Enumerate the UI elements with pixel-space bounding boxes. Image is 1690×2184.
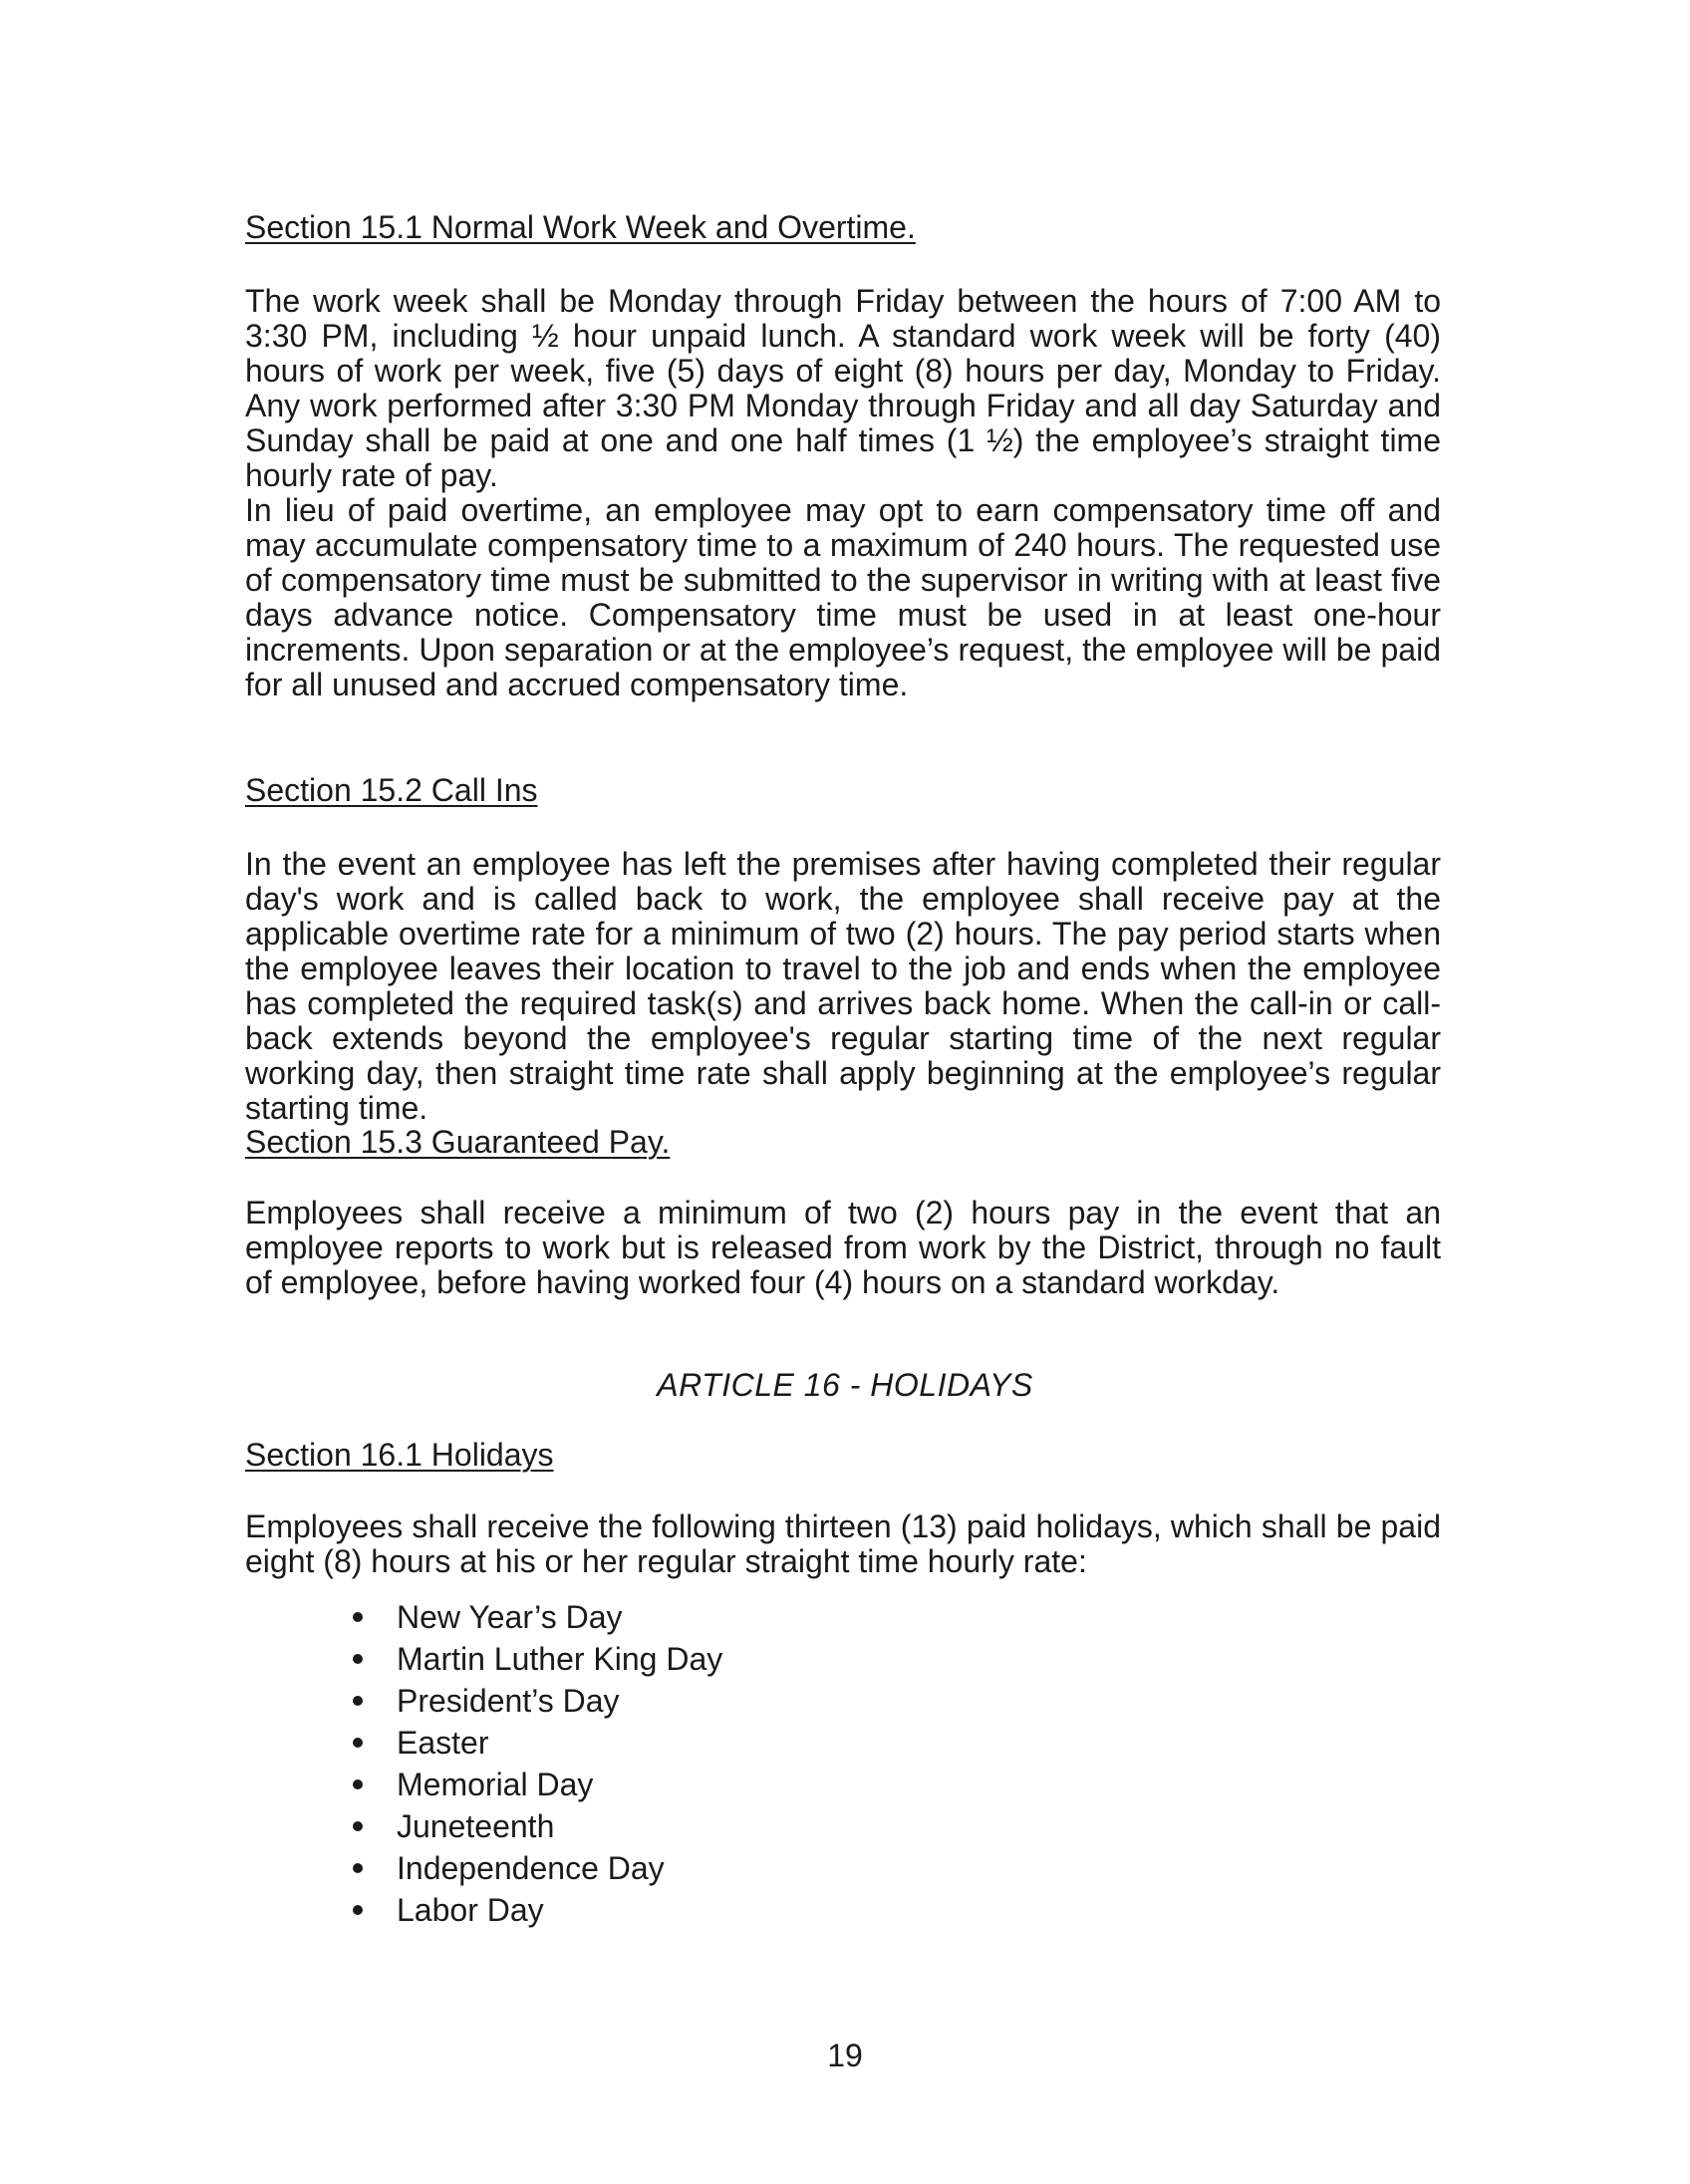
section-15-2-heading: Section 15.2 Call Ins: [245, 772, 538, 808]
list-item: [353, 1764, 722, 1805]
bullet-icon: [353, 1863, 363, 1873]
section-15-1-heading: Section 15.1 Normal Work Week and Overtime.: [245, 209, 916, 245]
list-item: [353, 1680, 722, 1722]
section-15-2-paragraph-1: In the event an employee has left the premises after having completed their regular day's work and is called back to work, the employee shall receive pay at the applicable overtime rate for a minimum of two (2) hours. The pay period starts when the employee leaves their location to travel to the job and ends when the employee has completed the required task(s) and arrives back home. When the call-in or call-back extends beyond the employee's regular starting time of the next regular working day, then straight time rate shall apply beginning at the employee’s regular starting time.: [245, 846, 1441, 1126]
holiday-list: [353, 1596, 722, 1931]
article-16-title: ARTICLE 16 - HOLIDAYS: [657, 1367, 1033, 1403]
section-15-3-paragraph-1: Employees shall receive a minimum of two (2) hours pay in the event that an employee reports to work but is released from work by the District, through no fault of employee, before having worked four (4) hours on a standard workday.: [245, 1195, 1441, 1300]
list-item: [353, 1722, 722, 1764]
list-item: [353, 1638, 722, 1680]
section-15-3-heading: Section 15.3 Guaranteed Pay.: [245, 1124, 671, 1160]
holiday-label: Easter: [397, 1725, 489, 1761]
bullet-icon: [353, 1779, 363, 1789]
holiday-label: New Year’s Day: [397, 1599, 623, 1635]
bullet-icon: [353, 1821, 363, 1831]
section-16-1-heading: Section 16.1 Holidays: [245, 1437, 554, 1473]
holiday-label: Juneteenth: [397, 1808, 555, 1844]
bullet-icon: [353, 1905, 363, 1915]
list-item: [353, 1805, 722, 1847]
section-15-1-paragraph-2: In lieu of paid overtime, an employee may opt to earn compensatory time off and may accumulate compensatory time to a maximum of 240 hours. The requested use of compensatory time must be submitted to the supervisor in writing with at least five days advance notice. Compensatory time must be used in at least one-hour increments. Upon separation or at the employee’s request, the employee will be paid for all unused and accrued compensatory time.: [245, 492, 1441, 702]
section-16-1-paragraph-1: Employees shall receive the following thirteen (13) paid holidays, which shall be paid eight (8) hours at his or her regular straight time hourly rate:: [245, 1508, 1441, 1579]
bullet-icon: [353, 1738, 363, 1748]
bullet-icon: [353, 1654, 363, 1664]
holiday-label: President’s Day: [397, 1683, 620, 1719]
holiday-label: Memorial Day: [397, 1767, 594, 1802]
page-number: 19: [827, 2038, 863, 2073]
list-item: [353, 1889, 722, 1931]
holiday-label: Martin Luther King Day: [397, 1641, 723, 1677]
holiday-label: Labor Day: [397, 1892, 544, 1928]
list-item: [353, 1847, 722, 1889]
bullet-icon: [353, 1696, 363, 1706]
bullet-icon: [353, 1612, 363, 1622]
section-15-1-paragraph-1: The work week shall be Monday through Friday between the hours of 7:00 AM to 3:30 PM, including ½ hour unpaid lunch. A standard work week will be forty (40) hours of work per week, five (5) days of eight (8) hours per day, Monday to Friday. Any work performed after 3:30 PM Monday through Friday and all day Saturday and Sunday shall be paid at one and one half times (1 ½) the employee’s straight time hourly rate of pay.: [245, 283, 1441, 493]
holiday-label: Independence Day: [397, 1850, 665, 1886]
list-item: [353, 1596, 722, 1638]
